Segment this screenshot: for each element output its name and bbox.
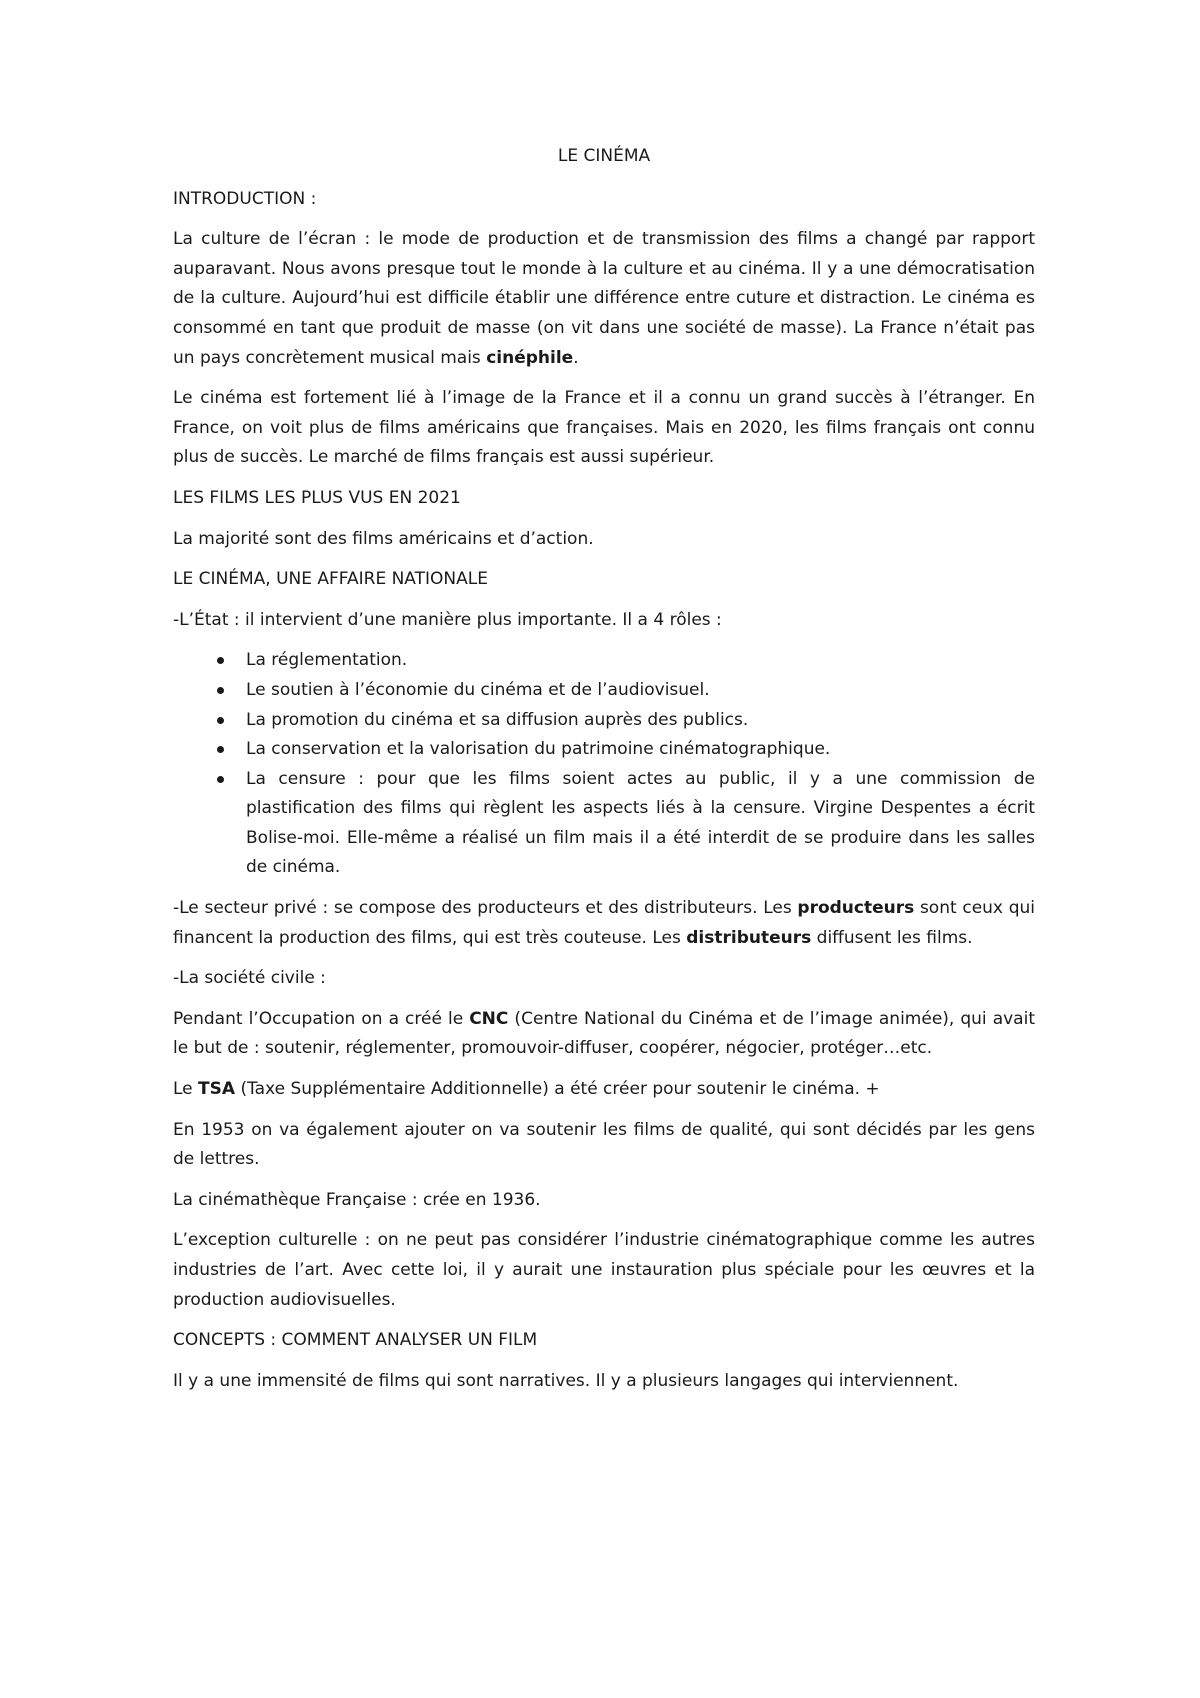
list-item-text: La censure : pour que les films soient actes au public, il y a une commission de plastification des films qui règlent les aspects liés à la censure. Virgine Despentes a écrit Bolise-moi. Elle-même a réalisé un film mais il a été interdit de se produire dans les salles de cinéma. xyxy=(246,768,1035,878)
bullet-icon xyxy=(217,776,224,783)
bullet-icon xyxy=(217,717,224,724)
paragraph-etat: -L’État : il intervient d’une manière plus importante. Il a 4 rôles : xyxy=(173,609,722,630)
heading-affaire-nationale: LE CINÉMA, UNE AFFAIRE NATIONALE xyxy=(173,569,488,590)
bold-term-distributeurs: distributeurs xyxy=(686,927,812,948)
paragraph-secteur-prive xyxy=(173,894,1035,953)
heading-films-plus-vus: LES FILMS LES PLUS VUS EN 2021 xyxy=(173,487,461,508)
paragraph-text: (Centre National du Cinéma et de l’image animée), qui avait le but de : soutenir, réglementer, promouvoir-diffuser, coopérer, négocier, protéger…etc. xyxy=(173,1008,1035,1059)
bullet-icon xyxy=(217,687,224,694)
document-page xyxy=(173,142,1035,1407)
paragraph-majorite: La majorité sont des films américains et d’action. xyxy=(173,528,594,549)
paragraph-tsa xyxy=(173,1075,1035,1105)
paragraph-text: sont ceux qui financent la production des films, qui est très couteuse. Les xyxy=(173,898,1035,948)
list-item xyxy=(173,646,1035,676)
bullet-icon xyxy=(217,657,224,664)
list-item xyxy=(173,706,1035,736)
list-item-text: La promotion du cinéma et sa diffusion auprès des publics. xyxy=(246,709,749,730)
heading-introduction: INTRODUCTION : xyxy=(173,188,317,209)
bold-term-producteurs: producteurs xyxy=(797,898,915,919)
heading-concepts: CONCEPTS : COMMENT ANALYSER UN FILM xyxy=(173,1330,538,1351)
paragraph-cinematheque: La cinémathèque Française : crée en 1936. xyxy=(173,1189,541,1210)
list-item xyxy=(173,676,1035,706)
bold-term-cinephile: cinéphile xyxy=(486,347,574,368)
paragraph-1953: En 1953 on va également ajouter on va soutenir les films de qualité, qui sont décidés par les gens de lettres. xyxy=(173,1119,1035,1170)
list-item-text: La réglementation. xyxy=(246,650,408,671)
list-item xyxy=(173,735,1035,765)
paragraph-text: diffusent les films. xyxy=(811,927,973,948)
paragraph-text: . xyxy=(573,347,579,368)
list-item-text: La conservation et la valorisation du patrimoine cinématographique. xyxy=(246,739,831,760)
roles-list xyxy=(173,646,1035,883)
bold-term-cnc: CNC xyxy=(469,1008,509,1029)
bold-term-tsa: TSA xyxy=(198,1079,236,1100)
paragraph-text: (Taxe Supplémentaire Additionnelle) a été créer pour soutenir le cinéma. + xyxy=(235,1079,880,1100)
bullet-icon xyxy=(217,746,224,753)
paragraph-culture-ecran xyxy=(173,225,1035,373)
list-item xyxy=(173,765,1035,883)
list-item-text: Le soutien à l’économie du cinéma et de l’audiovisuel. xyxy=(246,679,710,700)
paragraph-text: La culture de l’écran : le mode de production et de transmission des films a changé par rapport auparavant. Nous avons presque tout le monde à la culture et au cinéma. Il y a une démocratisation de la culture. Aujourd’hui est difficile établir une différence entre cuture et distraction. Le cinéma es consommé en tant que produit de masse (on vit dans une société de masse). La France n’était pas un pays concrètement musical mais xyxy=(173,229,1035,368)
paragraph-text: Pendant l’Occupation on a créé le xyxy=(173,1008,470,1029)
paragraph-societe-civile: -La société civile : xyxy=(173,968,326,989)
document-title: LE CINÉMA xyxy=(557,146,651,166)
paragraph-text: -Le secteur privé : se compose des producteurs et des distributeurs. Les xyxy=(173,898,798,919)
paragraph-image-france: Le cinéma est fortement lié à l’image de la France et il a connu un grand succès à l’étranger. En France, on voit plus de films américains que françaises. Mais en 2020, les films français ont connu plus de succès. Le marché de films français est aussi supérieur. xyxy=(173,388,1035,468)
paragraph-cnc xyxy=(173,1005,1035,1064)
paragraph-text: Le xyxy=(173,1079,199,1100)
paragraph-exception-culturelle: L’exception culturelle : on ne peut pas considérer l’industrie cinématographique comme les autres industries de l’art. Avec cette loi, il y aurait une instauration plus spéciale pour les œuvres et la production audiovisuelles. xyxy=(173,1230,1035,1310)
paragraph-narratives: Il y a une immensité de films qui sont narratives. Il y a plusieurs langages qui interviennent. xyxy=(173,1370,959,1391)
